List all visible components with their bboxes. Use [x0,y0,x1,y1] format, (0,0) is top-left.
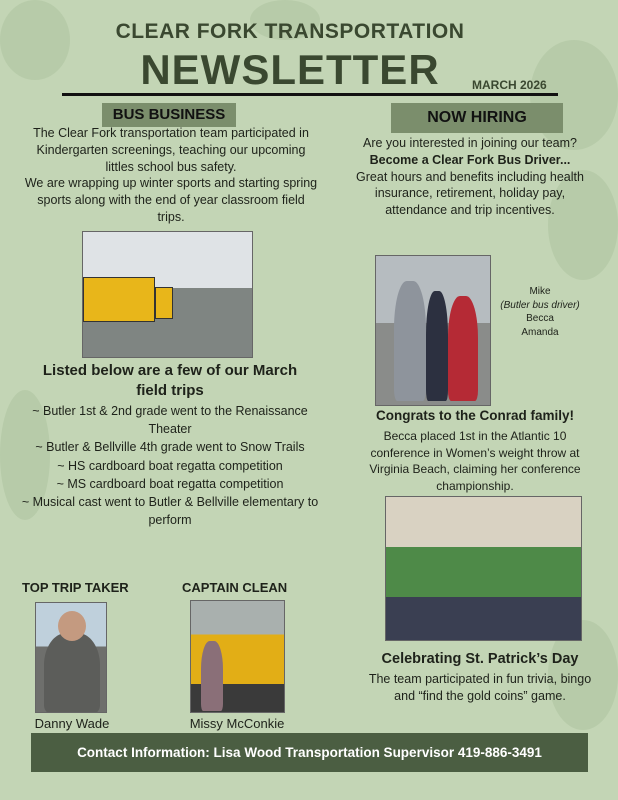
person-shape [426,291,448,401]
issue-date: MARCH 2026 [472,78,547,92]
photo-captions [500,285,580,339]
person-head [58,611,86,641]
person-shape [201,641,223,711]
congrats-heading: Congrats to the Conrad family! [375,408,574,423]
field-trip-item: ~ Butler & Bellville 4th grade went to Snow Trails [35,440,305,455]
header-divider [62,93,558,96]
bus-business-paragraph: The Clear Fork transportation team participated in Kindergarten screenings, teaching our upcoming littles school bus safety. [33,126,309,174]
person-shape [394,281,426,401]
caption-becca: Becca [526,313,554,325]
caption-role: (Butler bus driver) [500,299,580,311]
field-trip-item: ~ MS cardboard boat regatta competition [56,476,284,491]
top-trip-taker-label: TOP TRIP TAKER [22,580,129,595]
field-trip-item: ~ Butler 1st & 2nd grade went to the Renaissance Theater [32,404,308,437]
school-buses-photo [82,231,253,358]
hiring-cta: Become a Clear Fork Bus Driver... [369,152,571,167]
conrad-family-photo [375,255,491,406]
missy-mcconkie-photo [190,600,285,713]
contact-footer: Contact Information: Lisa Wood Transportation Supervisor 419-886-3491 [31,733,588,772]
bus-business-text [24,125,318,226]
top-trip-taker-name: Danny Wade [34,716,110,731]
person-shape [448,296,478,401]
field-trip-item: ~ HS cardboard boat regatta competition [57,458,283,473]
field-trips-heading: Listed below are a few of our March field trips [42,362,298,399]
caption-amanda: Amanda [521,326,559,338]
bus-business-paragraph: We are wrapping up winter sports and starting spring sports along with the end of year classroom field trips. [24,176,318,224]
st-patricks-team-photo [385,496,582,641]
bus-shape [83,277,155,322]
captain-clean-label: CAPTAIN CLEAN [182,580,288,595]
bus-business-heading: BUS BUSINESS [102,103,236,127]
field-trips-list [20,402,320,529]
congrats-text: Becca placed 1st in the Atlantic 10 conference in Women’s weight throw at Virginia Beach, claiming her conference championship. [369,429,581,493]
captain-clean-name: Missy McConkie [189,716,285,731]
field-trip-item: ~ Musical cast went to Butler & Bellville elementary to perform [21,495,319,528]
person-shape [44,633,100,713]
hiring-question: Are you interested in joining our team? [362,136,577,150]
st-patricks-text: The team participated in fun trivia, bingo and “find the gold coins” game. [368,672,592,703]
now-hiring-heading: NOW HIRING [391,103,563,133]
hiring-text [355,135,585,219]
st-patricks-heading: Celebrating St. Patrick’s Day [381,651,579,667]
caption-mike: Mike [529,286,551,297]
newsletter-title: NEWSLETTER [140,46,440,93]
danny-wade-photo [35,602,107,713]
hiring-benefits: Great hours and benefits including health insurance, retirement, holiday pay, attendance and trip incentives. [356,169,584,218]
bus-shape [155,287,173,319]
organization-title: CLEAR FORK TRANSPORTATION [115,20,465,43]
